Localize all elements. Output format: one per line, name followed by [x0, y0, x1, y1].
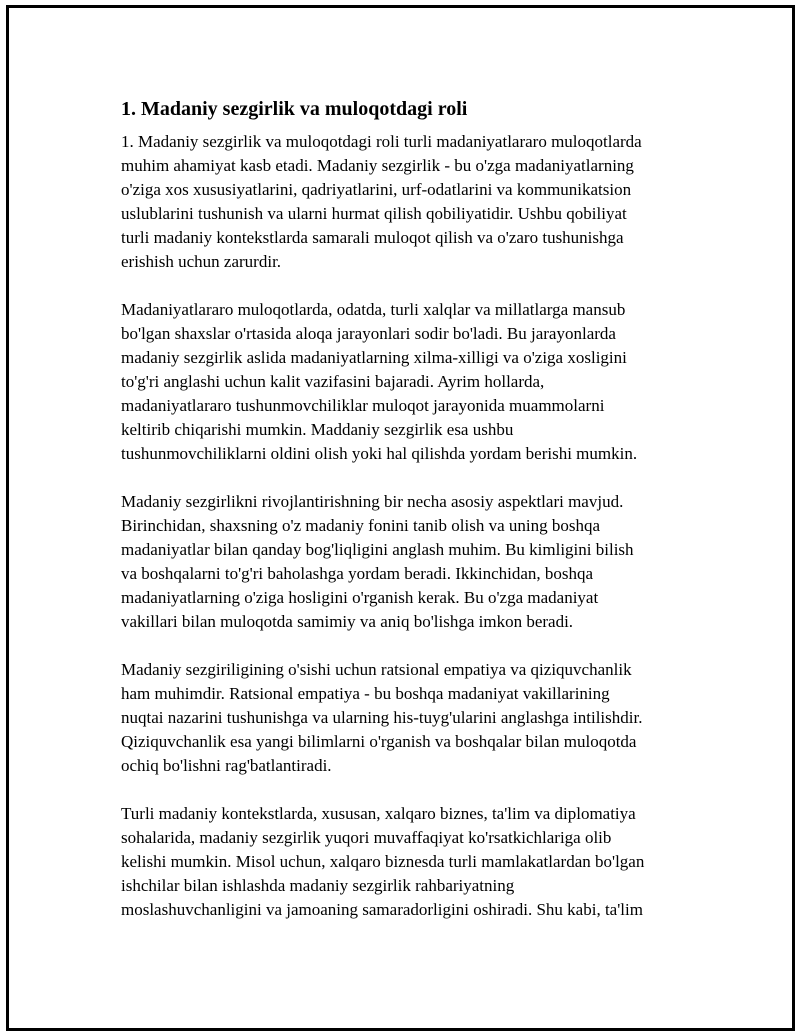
- text-line: va boshqalarni to'g'ri baholashga yordam beradi. Ikkinchidan, boshqa: [121, 564, 594, 583]
- text-line: muhim ahamiyat kasb etadi. Madaniy sezgirlik - bu o'zga madaniyatlarning: [121, 156, 634, 175]
- text-line: keltirib chiqarishi mumkin. Maddaniy sezgirlik esa ushbu: [121, 420, 514, 439]
- paragraph: [121, 802, 701, 922]
- text-line: erishish uchun zarurdir.: [121, 252, 282, 271]
- text-line: ochiq bo'lishni rag'batlantiradi.: [121, 756, 332, 775]
- text-line: sohalarida, madaniy sezgirlik yuqori muvaffaqiyat ko'rsatkichlariga olib: [121, 828, 612, 847]
- paragraph-list: [121, 130, 701, 922]
- text-line: Qiziquvchanlik esa yangi bilimlarni o'rganish va boshqalar bilan muloqotda: [121, 732, 637, 751]
- text-line: ishchilar bilan ishlashda madaniy sezgirlik rahbariyatning: [121, 876, 515, 895]
- text-line: to'g'ri anglashi uchun kalit vazifasini bajaradi. Ayrim hollarda,: [121, 372, 545, 391]
- text-line: turli madaniy kontekstlarda samarali muloqot qilish va o'zaro tushunishga: [121, 228, 624, 247]
- text-line: madaniyatlar bilan qanday bog'liqligini anglash muhim. Bu kimligini bilish: [121, 540, 634, 559]
- text-line: tushunmovchiliklarni oldini olish yoki hal qilishda yordam berishi mumkin.: [121, 444, 638, 463]
- text-line: Madaniy sezgiriligining o'sishi uchun ratsional empatiya va qiziquvchanlik: [121, 660, 632, 679]
- paragraph: [121, 298, 701, 466]
- section-heading: 1. Madaniy sezgirlik va muloqotdagi roli: [121, 98, 468, 120]
- text-line: moslashuvchanligini va jamoaning samaradorligini oshiradi. Shu kabi, ta'lim: [121, 900, 643, 919]
- text-line: madaniy sezgirlik aslida madaniyatlarning xilma-xilligi va o'ziga xosligini: [121, 348, 627, 367]
- text-line: madaniyatlarning o'ziga hosligini o'rganish kerak. Bu o'zga madaniyat: [121, 588, 599, 607]
- text-line: nuqtai nazarini tushunishga va ularning his-tuyg'ularini anglashga intilishdir.: [121, 708, 643, 727]
- paragraph: [121, 130, 701, 274]
- text-line: kelishi mumkin. Misol uchun, xalqaro biznesda turli mamlakatlardan bo'lgan: [121, 852, 645, 871]
- page-frame: [6, 5, 795, 1031]
- text-line: vakillari bilan muloqotda samimiy va aniq bo'lishga imkon beradi.: [121, 612, 574, 631]
- paragraph: [121, 658, 701, 778]
- text-line: 1. Madaniy sezgirlik va muloqotdagi roli turli madaniyatlararo muloqotlarda: [121, 132, 642, 151]
- text-line: Birinchidan, shaxsning o'z madaniy fonini tanib olish va uning boshqa: [121, 516, 600, 535]
- text-line: ham muhimdir. Ratsional empatiya - bu boshqa madaniyat vakillarining: [121, 684, 610, 703]
- text-line: madaniyatlararo tushunmovchiliklar muloqot jarayonida muammolarni: [121, 396, 605, 415]
- text-line: bo'lgan shaxslar o'rtasida aloqa jarayonlari sodir bo'ladi. Bu jarayonlarda: [121, 324, 616, 343]
- text-line: uslublarini tushunish va ularni hurmat qilish qobiliyatidir. Ushbu qobiliyat: [121, 204, 627, 223]
- text-line: Madaniyatlararo muloqotlarda, odatda, turli xalqlar va millatlarga mansub: [121, 300, 626, 319]
- document-body: [121, 96, 701, 946]
- text-line: o'ziga xos xususiyatlarini, qadriyatlarini, urf-odatlarini va kommunikatsion: [121, 180, 632, 199]
- text-line: Madaniy sezgirlikni rivojlantirishning bir necha asosiy aspektlari mavjud.: [121, 492, 624, 511]
- text-line: Turli madaniy kontekstlarda, xususan, xalqaro biznes, ta'lim va diplomatiya: [121, 804, 636, 823]
- paragraph: [121, 490, 701, 634]
